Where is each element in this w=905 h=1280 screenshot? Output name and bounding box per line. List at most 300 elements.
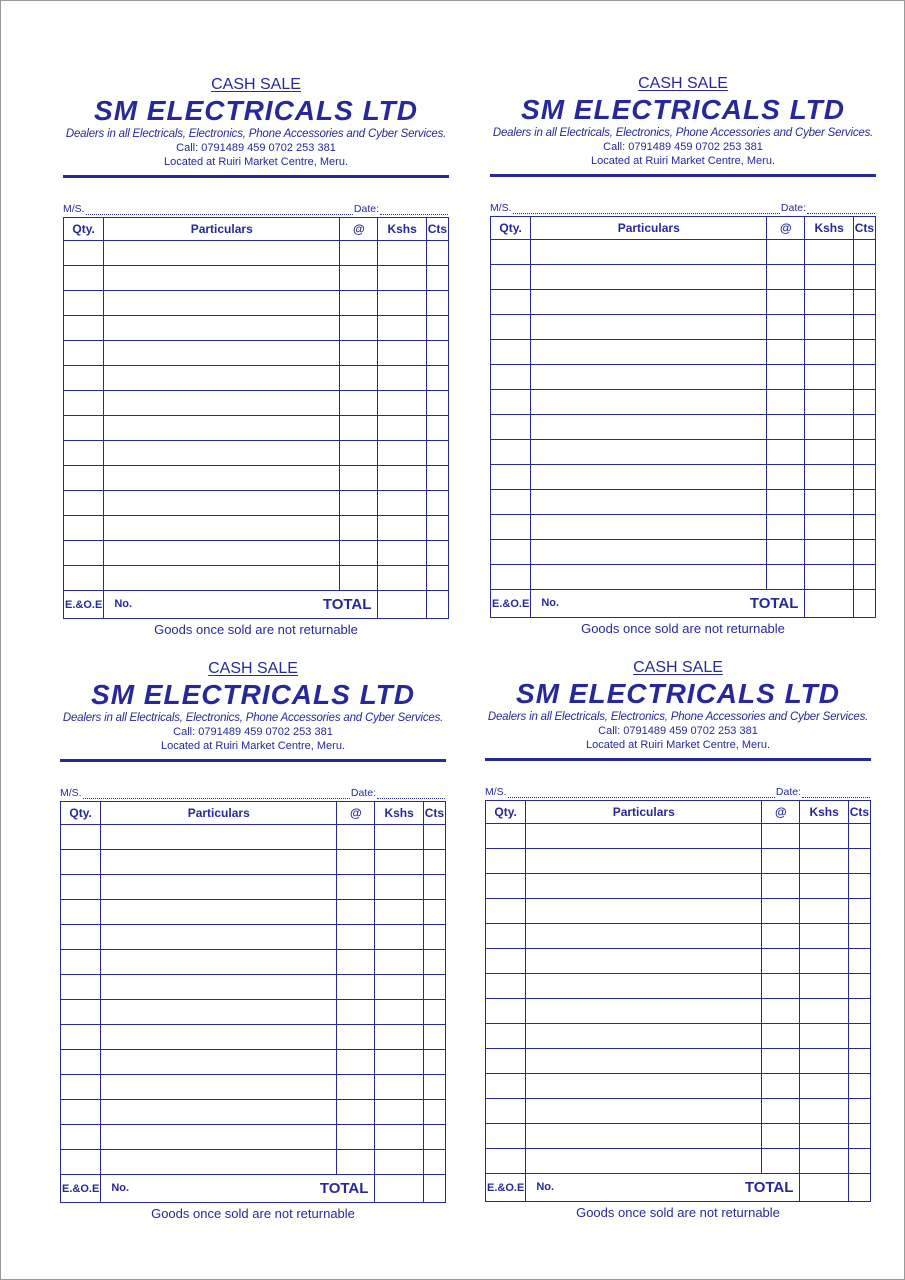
rate-cell[interactable] — [340, 566, 378, 591]
particulars-cell[interactable] — [101, 925, 337, 950]
qty-cell[interactable] — [61, 1125, 101, 1150]
kshs-cell[interactable] — [378, 441, 426, 466]
qty-cell[interactable] — [486, 1099, 526, 1124]
kshs-cell[interactable] — [805, 490, 853, 515]
cts-cell[interactable] — [853, 240, 875, 265]
particulars-cell[interactable] — [526, 1074, 762, 1099]
kshs-cell[interactable] — [805, 240, 853, 265]
cts-cell[interactable] — [853, 265, 875, 290]
qty-cell[interactable] — [64, 516, 104, 541]
qty-cell[interactable] — [491, 340, 531, 365]
cts-cell[interactable] — [426, 291, 448, 316]
kshs-cell[interactable] — [375, 1050, 423, 1075]
particulars-cell[interactable] — [526, 924, 762, 949]
particulars-cell[interactable] — [104, 416, 340, 441]
customer-name-field[interactable] — [86, 205, 353, 215]
particulars-cell[interactable] — [531, 340, 767, 365]
cts-cell[interactable] — [848, 899, 870, 924]
total-cts-cell[interactable] — [853, 590, 875, 618]
qty-cell[interactable] — [64, 341, 104, 366]
qty-cell[interactable] — [64, 241, 104, 266]
qty-cell[interactable] — [61, 850, 101, 875]
kshs-cell[interactable] — [800, 899, 848, 924]
qty-cell[interactable] — [61, 925, 101, 950]
kshs-cell[interactable] — [375, 875, 423, 900]
kshs-cell[interactable] — [378, 391, 426, 416]
kshs-cell[interactable] — [800, 1049, 848, 1074]
qty-cell[interactable] — [64, 441, 104, 466]
qty-cell[interactable] — [491, 315, 531, 340]
qty-cell[interactable] — [61, 1100, 101, 1125]
particulars-cell[interactable] — [104, 541, 340, 566]
kshs-cell[interactable] — [800, 824, 848, 849]
cts-cell[interactable] — [848, 1149, 870, 1174]
cts-cell[interactable] — [423, 1100, 445, 1125]
particulars-cell[interactable] — [101, 1000, 337, 1025]
particulars-cell[interactable] — [531, 265, 767, 290]
kshs-cell[interactable] — [800, 1074, 848, 1099]
particulars-cell[interactable] — [526, 874, 762, 899]
particulars-cell[interactable] — [526, 1099, 762, 1124]
cts-cell[interactable] — [426, 516, 448, 541]
qty-cell[interactable] — [61, 975, 101, 1000]
qty-cell[interactable] — [64, 466, 104, 491]
rate-cell[interactable] — [767, 490, 805, 515]
cts-cell[interactable] — [848, 824, 870, 849]
kshs-cell[interactable] — [378, 291, 426, 316]
particulars-cell[interactable] — [104, 466, 340, 491]
cts-cell[interactable] — [848, 1049, 870, 1074]
cts-cell[interactable] — [426, 416, 448, 441]
cts-cell[interactable] — [853, 540, 875, 565]
rate-cell[interactable] — [340, 291, 378, 316]
qty-cell[interactable] — [486, 1049, 526, 1074]
cts-cell[interactable] — [426, 466, 448, 491]
particulars-cell[interactable] — [101, 850, 337, 875]
cts-cell[interactable] — [426, 241, 448, 266]
kshs-cell[interactable] — [375, 1000, 423, 1025]
rate-cell[interactable] — [337, 825, 375, 850]
kshs-cell[interactable] — [375, 1125, 423, 1150]
cts-cell[interactable] — [426, 541, 448, 566]
rate-cell[interactable] — [337, 875, 375, 900]
particulars-cell[interactable] — [101, 825, 337, 850]
qty-cell[interactable] — [486, 974, 526, 999]
qty-cell[interactable] — [491, 390, 531, 415]
cts-cell[interactable] — [853, 415, 875, 440]
rate-cell[interactable] — [337, 1025, 375, 1050]
total-kshs-cell[interactable] — [800, 1174, 848, 1202]
qty-cell[interactable] — [64, 316, 104, 341]
rate-cell[interactable] — [762, 949, 800, 974]
cts-cell[interactable] — [853, 315, 875, 340]
cts-cell[interactable] — [853, 565, 875, 590]
qty-cell[interactable] — [491, 515, 531, 540]
qty-cell[interactable] — [491, 565, 531, 590]
cts-cell[interactable] — [423, 975, 445, 1000]
qty-cell[interactable] — [64, 541, 104, 566]
particulars-cell[interactable] — [104, 491, 340, 516]
particulars-cell[interactable] — [526, 974, 762, 999]
qty-cell[interactable] — [486, 924, 526, 949]
rate-cell[interactable] — [767, 265, 805, 290]
cts-cell[interactable] — [423, 1000, 445, 1025]
customer-name-field[interactable] — [83, 789, 350, 799]
cts-cell[interactable] — [853, 465, 875, 490]
particulars-cell[interactable] — [104, 566, 340, 591]
rate-cell[interactable] — [762, 974, 800, 999]
cts-cell[interactable] — [848, 849, 870, 874]
particulars-cell[interactable] — [101, 1100, 337, 1125]
kshs-cell[interactable] — [805, 365, 853, 390]
kshs-cell[interactable] — [375, 1100, 423, 1125]
kshs-cell[interactable] — [378, 516, 426, 541]
cts-cell[interactable] — [423, 875, 445, 900]
particulars-cell[interactable] — [531, 415, 767, 440]
particulars-cell[interactable] — [526, 824, 762, 849]
qty-cell[interactable] — [61, 900, 101, 925]
cts-cell[interactable] — [848, 924, 870, 949]
qty-cell[interactable] — [486, 949, 526, 974]
rate-cell[interactable] — [767, 390, 805, 415]
rate-cell[interactable] — [767, 340, 805, 365]
kshs-cell[interactable] — [800, 1149, 848, 1174]
rate-cell[interactable] — [340, 241, 378, 266]
rate-cell[interactable] — [340, 516, 378, 541]
rate-cell[interactable] — [340, 491, 378, 516]
particulars-cell[interactable] — [531, 565, 767, 590]
rate-cell[interactable] — [762, 1149, 800, 1174]
rate-cell[interactable] — [767, 415, 805, 440]
rate-cell[interactable] — [762, 824, 800, 849]
rate-cell[interactable] — [340, 316, 378, 341]
cts-cell[interactable] — [423, 1075, 445, 1100]
rate-cell[interactable] — [767, 465, 805, 490]
kshs-cell[interactable] — [375, 1075, 423, 1100]
date-field[interactable] — [802, 788, 870, 798]
particulars-cell[interactable] — [531, 365, 767, 390]
particulars-cell[interactable] — [101, 900, 337, 925]
kshs-cell[interactable] — [805, 290, 853, 315]
kshs-cell[interactable] — [805, 515, 853, 540]
cts-cell[interactable] — [423, 1025, 445, 1050]
kshs-cell[interactable] — [378, 566, 426, 591]
qty-cell[interactable] — [61, 1150, 101, 1175]
date-field[interactable] — [380, 205, 448, 215]
kshs-cell[interactable] — [375, 1150, 423, 1175]
cts-cell[interactable] — [853, 440, 875, 465]
cts-cell[interactable] — [853, 290, 875, 315]
qty-cell[interactable] — [486, 1024, 526, 1049]
qty-cell[interactable] — [64, 366, 104, 391]
cts-cell[interactable] — [848, 1024, 870, 1049]
kshs-cell[interactable] — [805, 465, 853, 490]
kshs-cell[interactable] — [375, 850, 423, 875]
kshs-cell[interactable] — [378, 341, 426, 366]
kshs-cell[interactable] — [378, 491, 426, 516]
rate-cell[interactable] — [762, 924, 800, 949]
totals-row — [491, 590, 876, 618]
kshs-cell[interactable] — [800, 849, 848, 874]
rate-cell[interactable] — [767, 240, 805, 265]
particulars-cell[interactable] — [101, 950, 337, 975]
qty-cell[interactable] — [486, 874, 526, 899]
rate-cell[interactable] — [340, 416, 378, 441]
kshs-cell[interactable] — [805, 390, 853, 415]
kshs-cell[interactable] — [805, 440, 853, 465]
particulars-cell[interactable] — [104, 441, 340, 466]
cts-cell[interactable] — [423, 925, 445, 950]
cts-cell[interactable] — [853, 515, 875, 540]
rate-cell[interactable] — [337, 925, 375, 950]
cts-cell[interactable] — [848, 1099, 870, 1124]
particulars-cell[interactable] — [526, 1049, 762, 1074]
cts-cell[interactable] — [853, 490, 875, 515]
cts-cell[interactable] — [423, 1050, 445, 1075]
particulars-cell[interactable] — [531, 540, 767, 565]
kshs-cell[interactable] — [805, 540, 853, 565]
kshs-cell[interactable] — [800, 874, 848, 899]
qty-cell[interactable] — [491, 415, 531, 440]
kshs-cell[interactable] — [800, 999, 848, 1024]
col-header-kshs: Kshs — [375, 802, 423, 825]
kshs-cell[interactable] — [800, 924, 848, 949]
rate-cell[interactable] — [337, 1000, 375, 1025]
rate-cell[interactable] — [767, 315, 805, 340]
kshs-cell[interactable] — [800, 974, 848, 999]
qty-cell[interactable] — [491, 290, 531, 315]
rate-cell[interactable] — [767, 290, 805, 315]
particulars-cell[interactable] — [101, 1025, 337, 1050]
rate-cell[interactable] — [762, 849, 800, 874]
kshs-cell[interactable] — [800, 949, 848, 974]
particulars-cell[interactable] — [531, 490, 767, 515]
cts-cell[interactable] — [423, 850, 445, 875]
rate-cell[interactable] — [762, 999, 800, 1024]
rate-cell[interactable] — [337, 850, 375, 875]
kshs-cell[interactable] — [378, 241, 426, 266]
cts-cell[interactable] — [848, 949, 870, 974]
particulars-cell[interactable] — [104, 391, 340, 416]
qty-cell[interactable] — [61, 1050, 101, 1075]
rate-cell[interactable] — [340, 366, 378, 391]
rate-cell[interactable] — [767, 440, 805, 465]
cts-cell[interactable] — [423, 825, 445, 850]
particulars-cell[interactable] — [104, 241, 340, 266]
qty-cell[interactable] — [486, 824, 526, 849]
cts-cell[interactable] — [848, 874, 870, 899]
qty-cell[interactable] — [61, 1075, 101, 1100]
rate-cell[interactable] — [762, 1074, 800, 1099]
cts-cell[interactable] — [423, 1150, 445, 1175]
cts-cell[interactable] — [426, 441, 448, 466]
particulars-cell[interactable] — [104, 516, 340, 541]
kshs-cell[interactable] — [805, 265, 853, 290]
particulars-cell[interactable] — [104, 291, 340, 316]
cts-cell[interactable] — [426, 391, 448, 416]
kshs-cell[interactable] — [378, 416, 426, 441]
cts-cell[interactable] — [848, 1124, 870, 1149]
rate-cell[interactable] — [762, 874, 800, 899]
particulars-cell[interactable] — [531, 465, 767, 490]
cts-cell[interactable] — [848, 1074, 870, 1099]
kshs-cell[interactable] — [805, 315, 853, 340]
total-kshs-cell[interactable] — [375, 1175, 423, 1203]
qty-cell[interactable] — [64, 266, 104, 291]
particulars-cell[interactable] — [101, 1050, 337, 1075]
rate-cell[interactable] — [337, 1150, 375, 1175]
rate-cell[interactable] — [767, 515, 805, 540]
cts-cell[interactable] — [853, 340, 875, 365]
kshs-cell[interactable] — [375, 900, 423, 925]
qty-cell[interactable] — [491, 540, 531, 565]
qty-cell[interactable] — [64, 491, 104, 516]
rate-cell[interactable] — [340, 541, 378, 566]
rate-cell[interactable] — [767, 565, 805, 590]
rate-cell[interactable] — [337, 900, 375, 925]
qty-cell[interactable] — [491, 490, 531, 515]
qty-cell[interactable] — [491, 440, 531, 465]
table-row — [64, 291, 449, 316]
date-field[interactable] — [807, 204, 875, 214]
kshs-cell[interactable] — [378, 541, 426, 566]
rate-cell[interactable] — [762, 1024, 800, 1049]
qty-cell[interactable] — [486, 999, 526, 1024]
kshs-cell[interactable] — [375, 950, 423, 975]
cts-cell[interactable] — [848, 974, 870, 999]
qty-cell[interactable] — [491, 365, 531, 390]
rate-cell[interactable] — [337, 1050, 375, 1075]
kshs-cell[interactable] — [378, 466, 426, 491]
total-kshs-cell[interactable] — [378, 591, 426, 619]
particulars-cell[interactable] — [101, 1125, 337, 1150]
particulars-cell[interactable] — [526, 1124, 762, 1149]
particulars-cell[interactable] — [101, 1075, 337, 1100]
rate-cell[interactable] — [340, 266, 378, 291]
cts-cell[interactable] — [426, 316, 448, 341]
rate-cell[interactable] — [337, 975, 375, 1000]
kshs-cell[interactable] — [805, 340, 853, 365]
kshs-cell[interactable] — [375, 925, 423, 950]
rate-cell[interactable] — [337, 1075, 375, 1100]
rate-cell[interactable] — [762, 1124, 800, 1149]
particulars-cell[interactable] — [101, 975, 337, 1000]
rate-cell[interactable] — [337, 1100, 375, 1125]
rate-cell[interactable] — [337, 950, 375, 975]
table-row — [64, 316, 449, 341]
total-cts-cell[interactable] — [423, 1175, 445, 1203]
kshs-cell[interactable] — [375, 1025, 423, 1050]
particulars-cell[interactable] — [526, 949, 762, 974]
qty-cell[interactable] — [61, 1000, 101, 1025]
total-cts-cell[interactable] — [848, 1174, 870, 1202]
particulars-cell[interactable] — [101, 1150, 337, 1175]
qty-cell[interactable] — [486, 849, 526, 874]
rate-cell[interactable] — [762, 1049, 800, 1074]
total-kshs-cell[interactable] — [805, 590, 853, 618]
kshs-cell[interactable] — [800, 1099, 848, 1124]
qty-cell[interactable] — [61, 950, 101, 975]
qty-cell[interactable] — [486, 899, 526, 924]
particulars-cell[interactable] — [531, 240, 767, 265]
kshs-cell[interactable] — [375, 825, 423, 850]
rate-cell[interactable] — [337, 1125, 375, 1150]
rate-cell[interactable] — [767, 540, 805, 565]
kshs-cell[interactable] — [800, 1124, 848, 1149]
particulars-cell[interactable] — [104, 316, 340, 341]
particulars-cell[interactable] — [526, 1024, 762, 1049]
particulars-cell[interactable] — [531, 290, 767, 315]
particulars-cell[interactable] — [526, 899, 762, 924]
qty-cell[interactable] — [64, 391, 104, 416]
particulars-cell[interactable] — [104, 366, 340, 391]
kshs-cell[interactable] — [805, 565, 853, 590]
qty-cell[interactable] — [61, 825, 101, 850]
rate-cell[interactable] — [762, 1099, 800, 1124]
particulars-cell[interactable] — [531, 440, 767, 465]
qty-cell[interactable] — [486, 1074, 526, 1099]
qty-cell[interactable] — [491, 240, 531, 265]
cts-cell[interactable] — [853, 390, 875, 415]
date-field[interactable] — [377, 789, 445, 799]
particulars-cell[interactable] — [104, 266, 340, 291]
rate-cell[interactable] — [340, 341, 378, 366]
particulars-cell[interactable] — [531, 315, 767, 340]
rate-cell[interactable] — [762, 899, 800, 924]
qty-cell[interactable] — [64, 566, 104, 591]
particulars-cell[interactable] — [526, 849, 762, 874]
kshs-cell[interactable] — [800, 1024, 848, 1049]
cts-cell[interactable] — [423, 1125, 445, 1150]
qty-cell[interactable] — [491, 465, 531, 490]
qty-cell[interactable] — [61, 1025, 101, 1050]
particulars-cell[interactable] — [526, 1149, 762, 1174]
cts-cell[interactable] — [853, 365, 875, 390]
particulars-cell[interactable] — [531, 390, 767, 415]
kshs-cell[interactable] — [378, 266, 426, 291]
rate-cell[interactable] — [340, 391, 378, 416]
qty-cell[interactable] — [486, 1149, 526, 1174]
particulars-cell[interactable] — [101, 875, 337, 900]
cts-cell[interactable] — [426, 566, 448, 591]
customer-name-field[interactable] — [513, 204, 780, 214]
kshs-cell[interactable] — [378, 366, 426, 391]
kshs-cell[interactable] — [375, 975, 423, 1000]
qty-cell[interactable] — [61, 875, 101, 900]
customer-name-field[interactable] — [508, 788, 775, 798]
cts-cell[interactable] — [426, 366, 448, 391]
cts-cell[interactable] — [848, 999, 870, 1024]
cts-cell[interactable] — [423, 900, 445, 925]
cts-cell[interactable] — [426, 491, 448, 516]
qty-cell[interactable] — [64, 416, 104, 441]
rate-cell[interactable] — [340, 466, 378, 491]
rate-cell[interactable] — [767, 365, 805, 390]
total-cts-cell[interactable] — [426, 591, 448, 619]
cts-cell[interactable] — [426, 341, 448, 366]
qty-cell[interactable] — [491, 265, 531, 290]
particulars-cell[interactable] — [104, 341, 340, 366]
particulars-cell[interactable] — [531, 515, 767, 540]
cts-cell[interactable] — [426, 266, 448, 291]
rate-cell[interactable] — [340, 441, 378, 466]
qty-cell[interactable] — [64, 291, 104, 316]
kshs-cell[interactable] — [805, 415, 853, 440]
qty-cell[interactable] — [486, 1124, 526, 1149]
cts-cell[interactable] — [423, 950, 445, 975]
kshs-cell[interactable] — [378, 316, 426, 341]
particulars-cell[interactable] — [526, 999, 762, 1024]
